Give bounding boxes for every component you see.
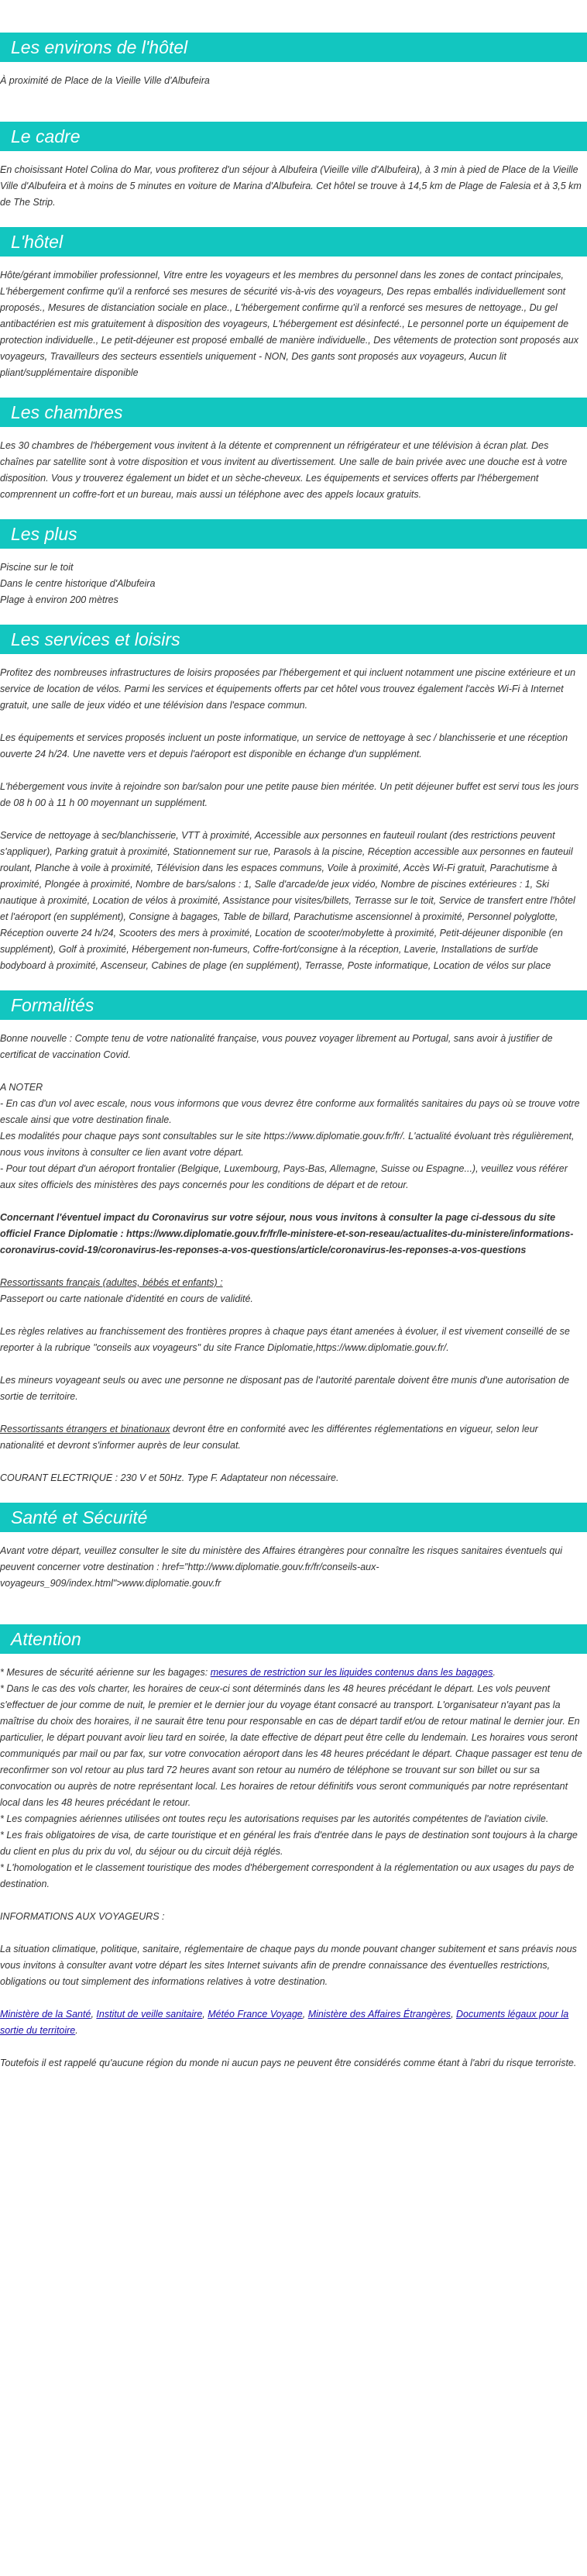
electric-current-text: COURANT ELECTRIQUE : 230 V et 50Hz. Type F. Adaptateur non nécessaire. xyxy=(0,1472,339,1483)
chambres-text: Les 30 chambres de l'hébergement vous invitent à la détente et comprennent un réfrigérateur et une télévision à écran plat. Des chaînes par satellite sont à votre disposition et vous invitent au divertissement. Une salle de bain privée avec une douche est à votre disposition. Vous y trouverez également un bidet et un sèche-cheveux. Les équipements et services offerts par l'hébergement comprennent un coffre-fort et un bureau, mais aussi un téléphone avec des appels locaux gratuits. xyxy=(0,440,568,500)
homologation-text: * L'homologation et le classement touristique des modes d'hébergement correspondent à la réglementation ou aux usages du pays de destination. xyxy=(0,1862,575,1889)
weather-link[interactable]: Météo France Voyage xyxy=(208,2009,303,2020)
foreign-affairs-link[interactable]: Ministère des Affaires Étrangères xyxy=(307,2009,451,2020)
luggage-security-prefix: * Mesures de sécurité aérienne sur les bagages: xyxy=(0,1667,211,1678)
section-title: Santé et Sécurité xyxy=(0,1503,587,1532)
section-title: Les services et loisirs xyxy=(0,625,587,654)
traveler-info-title: INFORMATIONS AUX VOYAGEURS : xyxy=(0,1911,165,1922)
list-item: Dans le centre historique d'Albufeira xyxy=(0,578,156,589)
french-nationals-title: Ressortissants français (adultes, bébés et enfants) : xyxy=(0,1277,223,1288)
border-rules-text: Les règles relatives au franchissement des frontières propres à chaque pays étant amenées à évoluer, il est vivement conseillé de se reporter à la rubrique "conseils aux voyageurs" du site France Diplomatie,https://www.diplomatie.gouv.fr/. xyxy=(0,1326,570,1353)
minors-text: Les mineurs voyageant seuls ou avec une personne ne disposant pas de l'autorité parentale doivent être munis d'une autorisation de sortie de territoire. xyxy=(0,1375,570,1402)
section-title: Les environs de l'hôtel xyxy=(0,33,587,62)
terrorism-notice: Toutefois il est rappelé qu'aucune région du monde ni aucun pays ne peuvent être considérés comme étant à l'abri du risque terroriste. xyxy=(0,2058,577,2068)
section-environs xyxy=(0,33,587,89)
formalites-intro: Bonne nouvelle : Compte tenu de votre nationalité française, vous pouvez voyager librement au Portugal, sans avoir à justifier de certificat de vaccination Covid. xyxy=(0,1033,553,1060)
services-list: Service de nettoyage à sec/blanchisserie, VTT à proximité, Accessible aux personnes en fauteuil roulant (des restrictions peuvent s'appliquer), Parking gratuit à proximité, Stationnement sur rue, Parasols à la piscine, Réception accessible aux personnes en fauteuil roulant, Planche à voile à proximité, Télévision dans les espaces communs, Voile à proximité, Accès Wi-Fi gratuit, Parachutisme à proximité, Plongée à proximité, Nombre de bars/salons : 1, Salle d'arcade/de jeux vidéo, Nombre de piscines extérieures : 1, Ski nautique à proximité, Location de vélos à proximité, Assistance pour visites/billets, Terrasse sur le toit, Service de transfert entre l'hôtel et l'aéroport (en supplément), Consigne à bagages, Table de billard, Parachutisme ascensionnel à proximité, Personnel polyglotte, Réception ouverte 24 h/24, Scooters des mers à proximité, Location de scooter/mobylette à proximité, Petit-déjeuner disponible (en supplément), Golf à proximité, Hébergement non-fumeurs, Coffre-fort/consigne à la réception, Laverie, Installations de surf/de bodyboard à proximité, Ascenseur, Cabines de plage (en supplément), Terrasse, Poste informatique, Location de vélos sur place xyxy=(0,830,575,971)
foreign-nationals-title: Ressortissants étrangers et binationaux xyxy=(0,1424,170,1434)
legal-documents-link[interactable]: Documents légaux pour la sortie du territoire xyxy=(0,2009,569,2036)
luggage-security-suffix: . xyxy=(493,1667,496,1678)
section-services xyxy=(0,625,587,974)
section-chambres xyxy=(0,398,587,503)
section-hotel xyxy=(0,227,587,381)
section-title: Les plus xyxy=(0,519,587,549)
health-ministry-link[interactable]: Ministère de la Santé xyxy=(0,2009,91,2020)
section-cadre xyxy=(0,122,587,211)
health-watch-link[interactable]: Institut de veille sanitaire xyxy=(96,2009,203,2020)
anoter-text: - Pour tout départ d'un aéroport frontalier (Belgique, Luxembourg, Pays-Bas, Allemagne, Suisse ou Espagne...), veuillez vous référer aux sites officiels des ministères des pays concernés pour les conditions de départ et de retour. xyxy=(0,1163,568,1190)
french-nationals-text: Passeport ou carte nationale d'identité en cours de validité. xyxy=(0,1293,253,1304)
anoter-text: Les modalités pour chaque pays sont consultables sur le site https://www.diplomatie.gouv.fr/fr/. L'actualité évoluant très régulièrement, nous vous invitons à consulter ce lien avant votre départ. xyxy=(0,1131,575,1158)
section-title: L'hôtel xyxy=(0,227,587,257)
section-plus xyxy=(0,519,587,608)
services-paragraph: Les équipements et services proposés incluent un poste informatique, un service de nettoyage à sec / blanchisserie et une réception ouverte 24 h/24. Une navette vers et depuis l'aéroport est disponible en échange d'un supplément. xyxy=(0,732,568,759)
section-title: Le cadre xyxy=(0,122,587,151)
sante-text: Avant votre départ, veuillez consulter le site du ministère des Affaires étrangères pour connaître les risques sanitaires éventuels qui peuvent concerner votre destination : href="http://www.diplomatie.gouv.fr/fr/conseils-aux-voyageurs_909/index.html">www.diplomatie.gouv.fr xyxy=(0,1545,563,1589)
services-paragraph: L'hébergement vous invite à rejoindre son bar/salon pour une petite pause bien méritée. Un petit déjeuner buffet est servi tous les jours de 08 h 00 à 11 h 00 moyennant un supplément. xyxy=(0,781,579,808)
list-item: Plage à environ 200 mètres xyxy=(0,594,118,605)
flight-schedule-text: * Dans le cas des vols charter, les horaires de ceux-ci sont déterminés dans les 48 heures précédant le départ. Les vols peuvent s'effectuer de jour comme de nuit, le premier et le dernier jour du voyage étant consacré au transport. L'organisateur n'ayant pas la maîtrise du choix des horaires, il ne saurait être tenu pour responsable en cas de départ tardif et/ou de retour matinal le dernier jour. En particulier, le départ pouvant avoir lieu tard en soirée, la date effective de départ peut être celle du lendemain. Les horaires vous seront communiqués par mail ou par fax, sur votre convocation aéroport dans les 48 heures précédant le départ. Chaque passager est tenu de reconfirmer son vol retour au plus tard 72 heures avant son retour au numéro de téléphone se trouvant sur son billet ou sur sa convocation ou auprès de notre représentant local. Les horaires de retour définitifs vous seront communiqués par notre représentant local dans les 48 heures précédant le retour. xyxy=(0,1683,582,1808)
section-attention xyxy=(0,1624,587,2071)
hotel-text: Hôte/gérant immobilier professionnel, Vitre entre les voyageurs et les membres du personnel dans les zones de contact principales, L'hébergement confirme qu'il a renforcé ses mesures de sécurité vis-à-vis des voyageurs, Des repas emballés individuellement sont proposés., Mesures de distanciation sociale en place., L'hébergement confirme qu'il a renforcé ses mesures de nettoyage., Du gel antibactérien est mis gratuitement à disposition des voyageurs, L'hébergement est désinfecté., Le personnel porte un équipement de protection individuelle., Le petit-déjeuner est proposé emballé de manière individuelle., Des vêtements de protection sont proposés aux voyageurs, Travailleurs des secteurs essentiels uniquement - NON, Des gants sont proposés aux voyageurs, Aucun lit pliant/supplémentaire disponible xyxy=(0,270,578,378)
traveler-info-text: La situation climatique, politique, sanitaire, réglementaire de chaque pays du monde pouvant changer subitement et sans préavis nous vous invitons à consulter avant votre départ les sites Internet suivants afin de prendre connaissance des éventuelles restrictions, obligations ou tout simplement des informations relatives à votre destination. xyxy=(0,1944,577,1987)
luggage-security-text xyxy=(0,1665,584,1681)
liquids-restriction-link[interactable]: mesures de restriction sur les liquides contenus dans les bagages xyxy=(210,1667,493,1678)
cadre-text: En choisissant Hotel Colina do Mar, vous profiterez d'un séjour à Albufeira (Vieille ville d'Albufeira), à 3 min à pied de Place de la Vieille Ville d'Albufeira et à moins de 5 minutes en voiture de Marina d'Albufeira. Cet hôtel se trouve à 14,5 km de Plage de Falesia et à 3,5 km de The Strip. xyxy=(0,164,582,208)
visa-fees-text: * Les frais obligatoires de visa, de carte touristique et en général les frais d'entrée dans le pays de destination sont toujours à la charge du client en plus du prix du vol, du séjour ou du circuit déjà réglés. xyxy=(0,1830,578,1857)
anoter-text: - En cas d'un vol avec escale, nous vous informons que vous devrez être conforme aux formalités sanitaires du pays où se trouve votre escale ainsi que votre destination finale. xyxy=(0,1098,580,1125)
foreign-nationals-body: devront être en conformité avec les différentes réglementations en vigueur, selon leur nationalité et devront s'informer auprès de leur consulat. xyxy=(0,1424,538,1451)
foreign-nationals-text xyxy=(0,1421,584,1454)
coronavirus-notice: Concernant l'éventuel impact du Coronavirus sur votre séjour, nous vous invitons à consulter la page ci-dessous du site officiel France Diplomatie : https://www.diplomatie.gouv.fr/fr/le-ministere-et-son-reseau/actualites-du-ministere/informations-coronavirus-covid-19/coronavirus-les-reponses-a-vos-questions/article/coronavirus-les-reponses-a-vos-questions xyxy=(0,1212,574,1255)
section-title: Les chambres xyxy=(0,398,587,427)
airlines-text: * Les compagnies aériennes utilisées ont toutes reçu les autorisations requises par les autorités compétentes de l'aviation civile. xyxy=(0,1813,549,1824)
section-title: Formalités xyxy=(0,990,587,1020)
anoter-title: A NOTER xyxy=(0,1082,43,1093)
services-paragraph: Profitez des nombreuses infrastructures de loisirs proposées par l'hébergement et qui incluent notamment une piscine extérieure et un service de location de vélos. Parmi les services et équipements offerts par cet hôtel vous trouvez également l'accès Wi-Fi à Internet gratuit, une salle de jeux vidéo et une télévision dans l'espace commun. xyxy=(0,667,576,711)
section-formalites xyxy=(0,990,587,1486)
section-title: Attention xyxy=(0,1624,587,1654)
environs-text: À proximité de Place de la Vieille Ville d'Albufeira xyxy=(0,75,210,86)
official-links: Ministère de la Santé, Institut de veille sanitaire, Météo France Voyage, Ministère des Affaires Étrangères, Documents légaux pour la sortie du territoire. xyxy=(0,2009,569,2036)
section-sante xyxy=(0,1503,587,1592)
list-item: Piscine sur le toit xyxy=(0,562,74,573)
